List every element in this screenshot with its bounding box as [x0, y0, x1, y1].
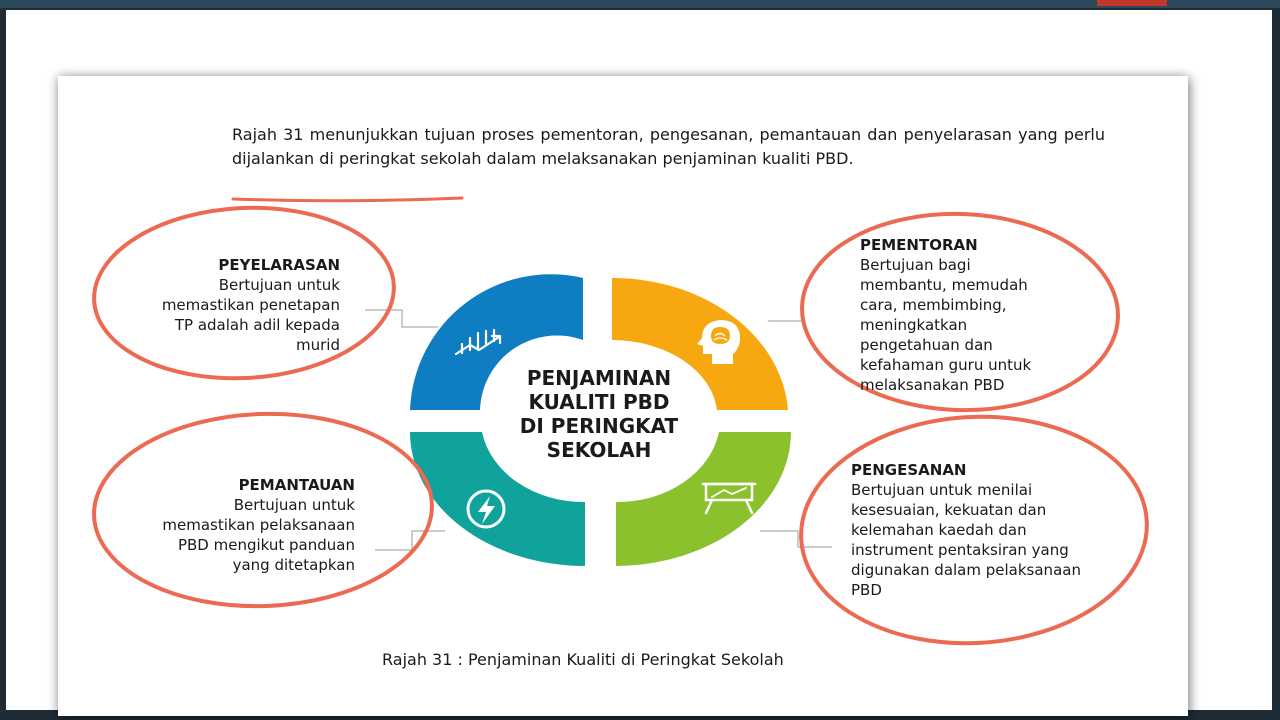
pengesanan-box — [851, 460, 1141, 600]
peyelarasan-text-line: Bertujuan untuk — [218, 276, 340, 294]
pemantauan-text-line: PBD mengikut panduan — [177, 536, 355, 554]
pementoran-text-line: Bertujuan bagi — [860, 256, 971, 274]
highlight-underline — [233, 198, 462, 201]
pementoran-text-line: cara, membimbing, — [860, 296, 1007, 314]
pengesanan-text-line: Bertujuan untuk menilai — [851, 481, 1033, 499]
center-label-line: SEKOLAH — [546, 438, 652, 462]
pementoran-text-line: melaksanakan PBD — [860, 376, 1005, 394]
pementoran-title: PEMENTORAN — [860, 236, 978, 254]
pementoran-text-line: membantu, memudah — [860, 276, 1028, 294]
center-label-line: PENJAMINAN — [526, 366, 672, 390]
peyelarasan-title: PEYELARASAN — [218, 256, 340, 274]
intro-text: Rajah 31 menunjukkan tujuan proses pementoran, pengesanan, pemantauan dan penyelarasan yang perlu dijalankan di peringkat sekolah dalam melaksanakan — [232, 125, 1105, 168]
peyelarasan-text-line: memastikan penetapan — [161, 296, 340, 314]
pemantauan-title: PEMANTAUAN — [238, 476, 355, 494]
pemantauan-box — [110, 475, 355, 575]
connector-peyelarasan — [365, 310, 438, 327]
pengesanan-text-line: instrument pentaksiran yang — [851, 541, 1069, 559]
intro-period: . — [848, 149, 854, 168]
center-label-line: DI PERINGKAT — [519, 414, 679, 438]
pemantauan-text-line: memastikan pelaksanaan — [162, 516, 355, 534]
pementoran-text-line: kefahaman guru untuk — [860, 356, 1032, 374]
pementoran-box — [860, 235, 1100, 395]
pengesanan-text-line: kesesuaian, kekuatan dan — [851, 501, 1047, 519]
connector-pengesanan — [760, 531, 832, 547]
pengesanan-text-line: kelemahan kaedah dan — [851, 521, 1027, 539]
pengesanan-title: PENGESANAN — [851, 461, 967, 479]
pengesanan-text-line: digunakan dalam pelaksanaan — [851, 561, 1081, 579]
pengesanan-text-line: PBD — [851, 581, 882, 599]
figure-caption: Rajah 31 : Penjaminan Kualiti di Peringkat Sekolah — [382, 650, 784, 669]
center-label-line: KUALITI PBD — [528, 390, 670, 414]
pementoran-text-line: meningkatkan — [860, 316, 968, 334]
pemantauan-text-line: yang ditetapkan — [232, 556, 355, 574]
peyelarasan-text-line: murid — [296, 336, 340, 354]
pemantauan-text-line: Bertujuan untuk — [233, 496, 355, 514]
peyelarasan-box — [110, 255, 340, 355]
pementoran-text-line: pengetahuan dan — [860, 336, 993, 354]
center-label — [487, 366, 711, 462]
intro-underlined-text: penjaminan kualiti PBD — [662, 149, 849, 168]
peyelarasan-text-line: TP adalah adil kepada — [174, 316, 340, 334]
connector-pemantauan — [375, 531, 445, 550]
